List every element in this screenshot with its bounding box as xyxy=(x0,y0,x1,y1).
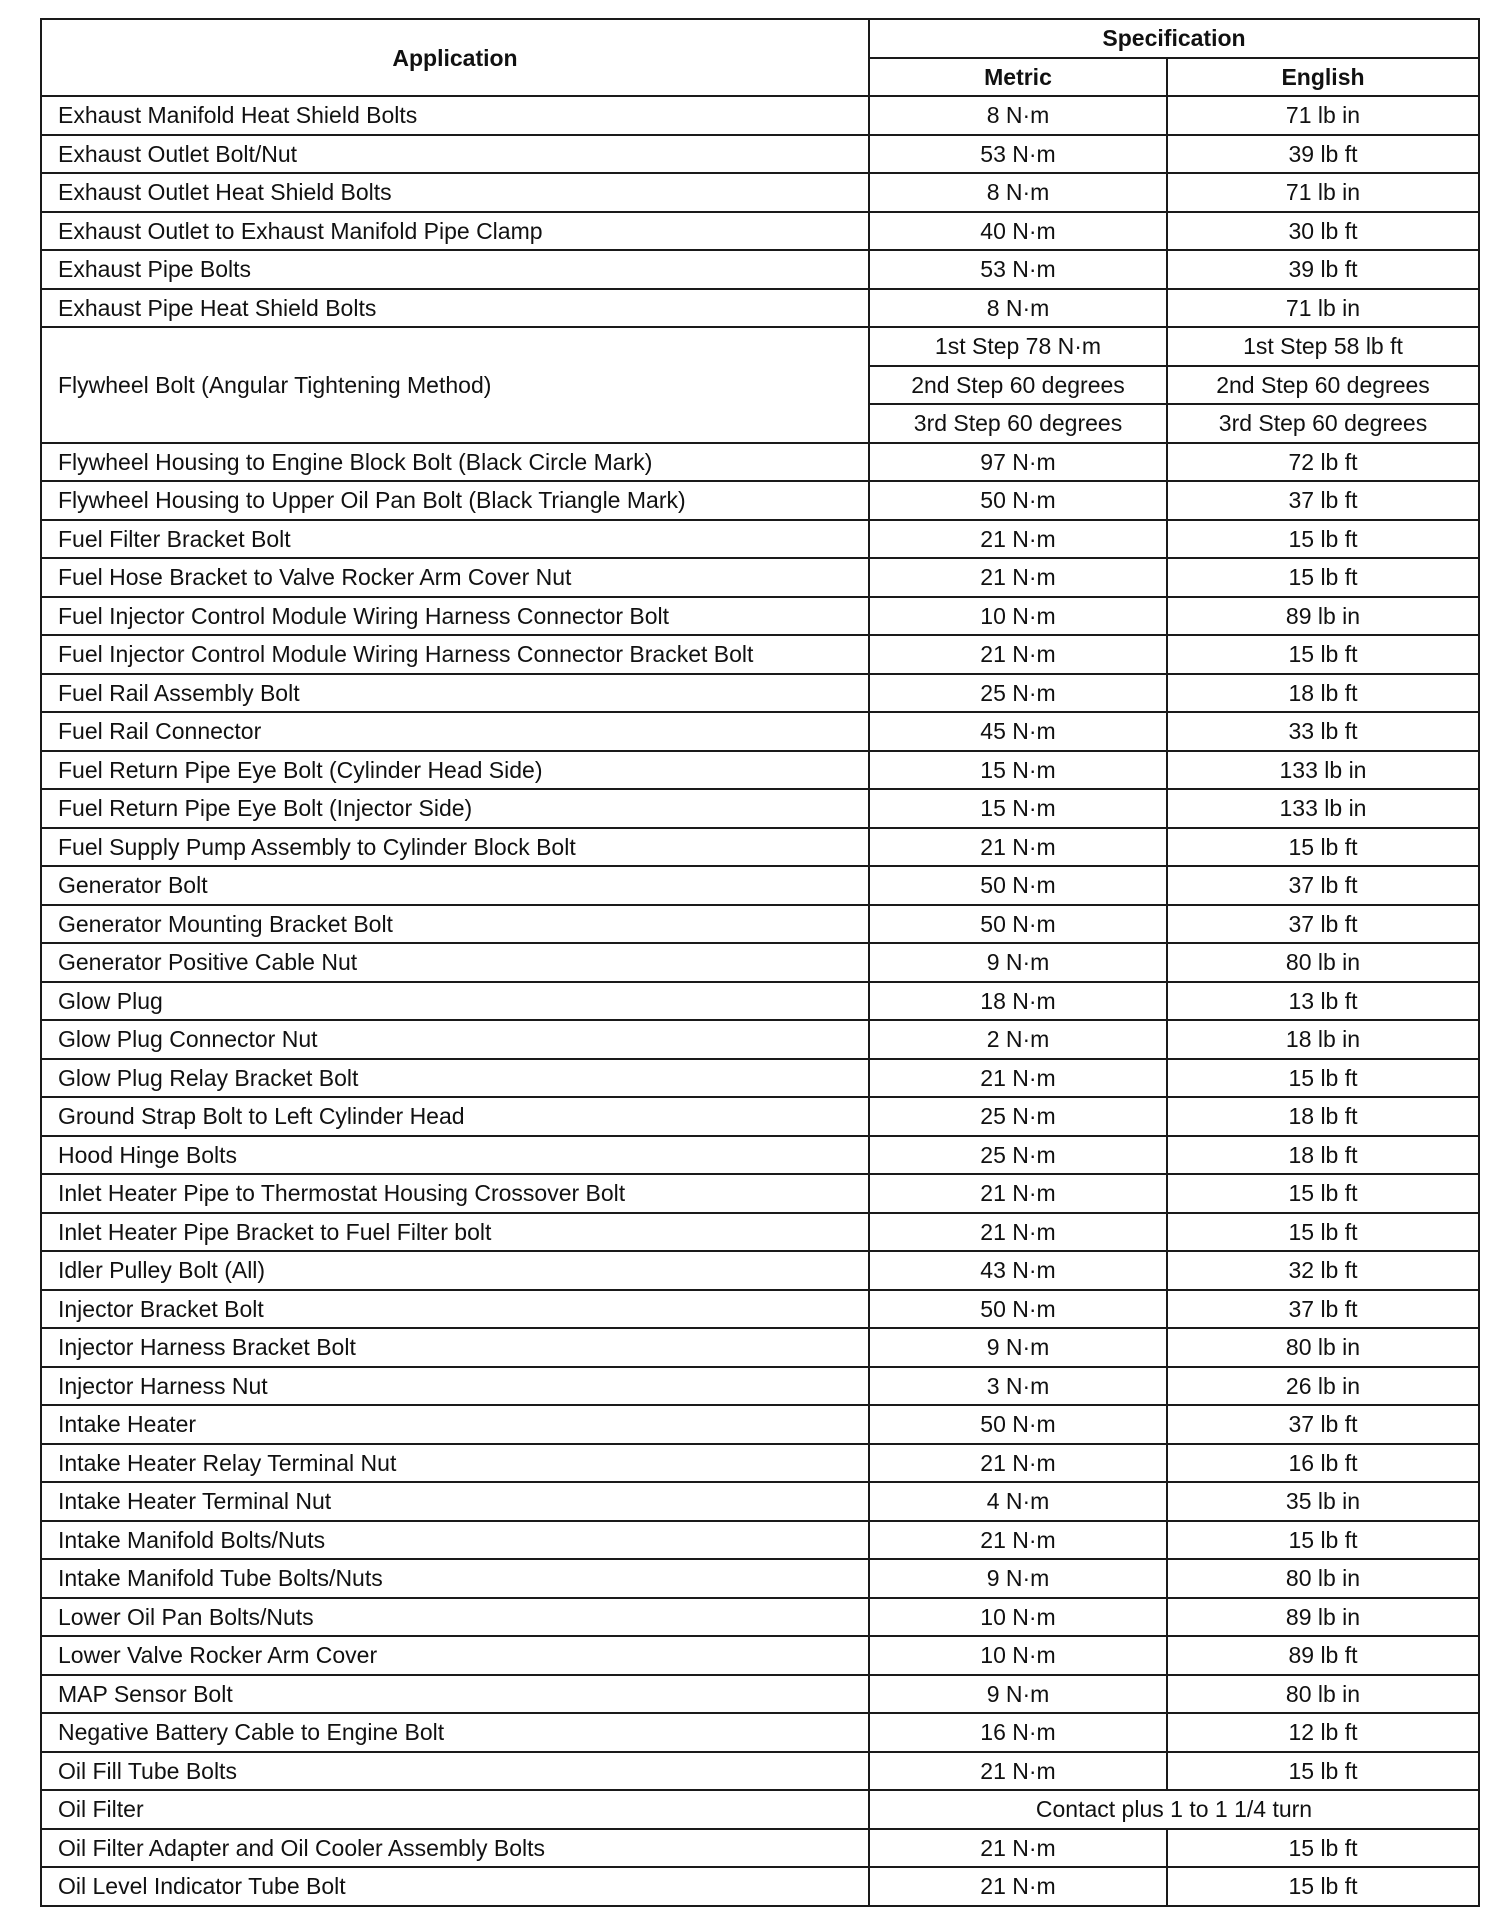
table-row xyxy=(41,1675,1479,1714)
table-row xyxy=(41,1636,1479,1675)
english-cell: 15 lb ft xyxy=(1167,1213,1479,1252)
metric-cell: 15 N·m xyxy=(869,751,1167,790)
english-cell: 16 lb ft xyxy=(1167,1444,1479,1483)
application-cell: Exhaust Outlet Heat Shield Bolts xyxy=(41,173,869,212)
table-row xyxy=(41,674,1479,713)
header-english: English xyxy=(1167,58,1479,97)
table-row xyxy=(41,1405,1479,1444)
table-row xyxy=(41,1290,1479,1329)
table-row xyxy=(41,558,1479,597)
application-cell: Generator Positive Cable Nut xyxy=(41,943,869,982)
application-cell: Generator Bolt xyxy=(41,866,869,905)
header-row-1 xyxy=(41,19,1479,58)
table-row xyxy=(41,443,1479,482)
header-application: Application xyxy=(41,19,869,96)
table-row xyxy=(41,1367,1479,1406)
merged-spec-cell: Contact plus 1 to 1 1/4 turn xyxy=(869,1790,1479,1829)
english-cell: 2nd Step 60 degrees xyxy=(1167,366,1479,405)
table-body xyxy=(41,96,1479,1906)
application-cell: Fuel Rail Connector xyxy=(41,712,869,751)
metric-cell: 9 N·m xyxy=(869,1675,1167,1714)
english-cell: 32 lb ft xyxy=(1167,1251,1479,1290)
english-cell: 37 lb ft xyxy=(1167,1290,1479,1329)
metric-cell: 4 N·m xyxy=(869,1482,1167,1521)
english-cell: 39 lb ft xyxy=(1167,250,1479,289)
english-cell: 71 lb in xyxy=(1167,289,1479,328)
table-row-flywheel-step xyxy=(41,327,1479,366)
table-row xyxy=(41,1482,1479,1521)
metric-cell: 40 N·m xyxy=(869,212,1167,251)
metric-cell: 21 N·m xyxy=(869,1829,1167,1868)
table-row xyxy=(41,635,1479,674)
metric-cell: 9 N·m xyxy=(869,1559,1167,1598)
table-row xyxy=(41,943,1479,982)
table-row xyxy=(41,520,1479,559)
application-cell: Ground Strap Bolt to Left Cylinder Head xyxy=(41,1097,869,1136)
table-row xyxy=(41,1752,1479,1791)
metric-cell: 50 N·m xyxy=(869,866,1167,905)
table-row xyxy=(41,789,1479,828)
table-row xyxy=(41,1444,1479,1483)
metric-cell: 21 N·m xyxy=(869,828,1167,867)
metric-cell: 21 N·m xyxy=(869,1752,1167,1791)
application-cell: Oil Filter xyxy=(41,1790,869,1829)
english-cell: 133 lb in xyxy=(1167,789,1479,828)
application-cell: Flywheel Housing to Engine Block Bolt (Black Circle Mark) xyxy=(41,443,869,482)
metric-cell: 21 N·m xyxy=(869,1174,1167,1213)
english-cell: 18 lb in xyxy=(1167,1020,1479,1059)
table-row xyxy=(41,212,1479,251)
metric-cell: 9 N·m xyxy=(869,1328,1167,1367)
metric-cell: 21 N·m xyxy=(869,520,1167,559)
metric-cell: 8 N·m xyxy=(869,173,1167,212)
header-metric: Metric xyxy=(869,58,1167,97)
metric-cell: 10 N·m xyxy=(869,1598,1167,1637)
metric-cell: 9 N·m xyxy=(869,943,1167,982)
table-row xyxy=(41,289,1479,328)
table-row xyxy=(41,1521,1479,1560)
english-cell: 71 lb in xyxy=(1167,173,1479,212)
application-cell: Lower Oil Pan Bolts/Nuts xyxy=(41,1598,869,1637)
english-cell: 15 lb ft xyxy=(1167,558,1479,597)
table-row xyxy=(41,1251,1479,1290)
torque-spec-sheet xyxy=(40,18,1478,1907)
metric-cell: 21 N·m xyxy=(869,635,1167,674)
english-cell: 26 lb in xyxy=(1167,1367,1479,1406)
table-row xyxy=(41,828,1479,867)
metric-cell: 21 N·m xyxy=(869,1213,1167,1252)
metric-cell: 2 N·m xyxy=(869,1020,1167,1059)
metric-cell: 10 N·m xyxy=(869,597,1167,636)
metric-cell: 2nd Step 60 degrees xyxy=(869,366,1167,405)
metric-cell: 3 N·m xyxy=(869,1367,1167,1406)
table-row xyxy=(41,1829,1479,1868)
english-cell: 133 lb in xyxy=(1167,751,1479,790)
english-cell: 89 lb ft xyxy=(1167,1636,1479,1675)
application-cell: Fuel Hose Bracket to Valve Rocker Arm Cover Nut xyxy=(41,558,869,597)
metric-cell: 1st Step 78 N·m xyxy=(869,327,1167,366)
table-row xyxy=(41,1867,1479,1906)
table-row xyxy=(41,1097,1479,1136)
english-cell: 30 lb ft xyxy=(1167,212,1479,251)
english-cell: 18 lb ft xyxy=(1167,674,1479,713)
english-cell: 80 lb in xyxy=(1167,943,1479,982)
application-cell: Fuel Filter Bracket Bolt xyxy=(41,520,869,559)
metric-cell: 53 N·m xyxy=(869,135,1167,174)
table-row xyxy=(41,1598,1479,1637)
application-cell: Intake Manifold Bolts/Nuts xyxy=(41,1521,869,1560)
metric-cell: 50 N·m xyxy=(869,905,1167,944)
english-cell: 89 lb in xyxy=(1167,1598,1479,1637)
application-cell: Exhaust Pipe Bolts xyxy=(41,250,869,289)
application-cell: Glow Plug Relay Bracket Bolt xyxy=(41,1059,869,1098)
application-cell: Oil Level Indicator Tube Bolt xyxy=(41,1867,869,1906)
english-cell: 15 lb ft xyxy=(1167,1174,1479,1213)
application-cell: Exhaust Outlet Bolt/Nut xyxy=(41,135,869,174)
application-cell: Intake Manifold Tube Bolts/Nuts xyxy=(41,1559,869,1598)
application-cell: Injector Harness Bracket Bolt xyxy=(41,1328,869,1367)
application-cell: Intake Heater Relay Terminal Nut xyxy=(41,1444,869,1483)
metric-cell: 25 N·m xyxy=(869,674,1167,713)
metric-cell: 21 N·m xyxy=(869,1867,1167,1906)
english-cell: 15 lb ft xyxy=(1167,828,1479,867)
application-cell: Injector Bracket Bolt xyxy=(41,1290,869,1329)
english-cell: 33 lb ft xyxy=(1167,712,1479,751)
application-cell: Negative Battery Cable to Engine Bolt xyxy=(41,1713,869,1752)
metric-cell: 45 N·m xyxy=(869,712,1167,751)
english-cell: 15 lb ft xyxy=(1167,1521,1479,1560)
table-row xyxy=(41,1213,1479,1252)
english-cell: 12 lb ft xyxy=(1167,1713,1479,1752)
metric-cell: 50 N·m xyxy=(869,1290,1167,1329)
metric-cell: 10 N·m xyxy=(869,1636,1167,1675)
metric-cell: 25 N·m xyxy=(869,1097,1167,1136)
application-cell: Glow Plug Connector Nut xyxy=(41,1020,869,1059)
metric-cell: 21 N·m xyxy=(869,1444,1167,1483)
metric-cell: 43 N·m xyxy=(869,1251,1167,1290)
english-cell: 37 lb ft xyxy=(1167,866,1479,905)
english-cell: 15 lb ft xyxy=(1167,1752,1479,1791)
table-row xyxy=(41,1020,1479,1059)
table-row xyxy=(41,866,1479,905)
table-row xyxy=(41,96,1479,135)
metric-cell: 3rd Step 60 degrees xyxy=(869,404,1167,443)
table-row xyxy=(41,982,1479,1021)
english-cell: 37 lb ft xyxy=(1167,1405,1479,1444)
application-cell: Fuel Return Pipe Eye Bolt (Cylinder Head Side) xyxy=(41,751,869,790)
english-cell: 18 lb ft xyxy=(1167,1136,1479,1175)
torque-spec-table xyxy=(40,18,1480,1907)
english-cell: 13 lb ft xyxy=(1167,982,1479,1021)
english-cell: 3rd Step 60 degrees xyxy=(1167,404,1479,443)
metric-cell: 25 N·m xyxy=(869,1136,1167,1175)
table-row xyxy=(41,1174,1479,1213)
metric-cell: 50 N·m xyxy=(869,1405,1167,1444)
metric-cell: 21 N·m xyxy=(869,1059,1167,1098)
application-cell: Generator Mounting Bracket Bolt xyxy=(41,905,869,944)
english-cell: 15 lb ft xyxy=(1167,1059,1479,1098)
english-cell: 89 lb in xyxy=(1167,597,1479,636)
english-cell: 15 lb ft xyxy=(1167,635,1479,674)
english-cell: 80 lb in xyxy=(1167,1328,1479,1367)
application-cell: Fuel Return Pipe Eye Bolt (Injector Side) xyxy=(41,789,869,828)
table-row xyxy=(41,135,1479,174)
application-cell: Oil Filter Adapter and Oil Cooler Assembly Bolts xyxy=(41,1829,869,1868)
english-cell: 15 lb ft xyxy=(1167,520,1479,559)
application-cell: Fuel Injector Control Module Wiring Harness Connector Bolt xyxy=(41,597,869,636)
table-row xyxy=(41,1713,1479,1752)
application-cell: MAP Sensor Bolt xyxy=(41,1675,869,1714)
application-cell: Lower Valve Rocker Arm Cover xyxy=(41,1636,869,1675)
application-cell: Exhaust Manifold Heat Shield Bolts xyxy=(41,96,869,135)
metric-cell: 21 N·m xyxy=(869,558,1167,597)
english-cell: 1st Step 58 lb ft xyxy=(1167,327,1479,366)
metric-cell: 15 N·m xyxy=(869,789,1167,828)
application-cell: Flywheel Bolt (Angular Tightening Method) xyxy=(41,327,869,443)
table-row xyxy=(41,712,1479,751)
application-cell: Injector Harness Nut xyxy=(41,1367,869,1406)
metric-cell: 53 N·m xyxy=(869,250,1167,289)
metric-cell: 18 N·m xyxy=(869,982,1167,1021)
application-cell: Intake Heater xyxy=(41,1405,869,1444)
english-cell: 80 lb in xyxy=(1167,1559,1479,1598)
english-cell: 18 lb ft xyxy=(1167,1097,1479,1136)
english-cell: 80 lb in xyxy=(1167,1675,1479,1714)
table-row xyxy=(41,751,1479,790)
table-row xyxy=(41,1059,1479,1098)
application-cell: Inlet Heater Pipe to Thermostat Housing Crossover Bolt xyxy=(41,1174,869,1213)
application-cell: Exhaust Outlet to Exhaust Manifold Pipe Clamp xyxy=(41,212,869,251)
english-cell: 35 lb in xyxy=(1167,1482,1479,1521)
english-cell: 39 lb ft xyxy=(1167,135,1479,174)
application-cell: Exhaust Pipe Heat Shield Bolts xyxy=(41,289,869,328)
application-cell: Fuel Rail Assembly Bolt xyxy=(41,674,869,713)
english-cell: 37 lb ft xyxy=(1167,905,1479,944)
application-cell: Glow Plug xyxy=(41,982,869,1021)
metric-cell: 16 N·m xyxy=(869,1713,1167,1752)
application-cell: Fuel Injector Control Module Wiring Harness Connector Bracket Bolt xyxy=(41,635,869,674)
table-row xyxy=(41,173,1479,212)
metric-cell: 21 N·m xyxy=(869,1521,1167,1560)
application-cell: Fuel Supply Pump Assembly to Cylinder Block Bolt xyxy=(41,828,869,867)
metric-cell: 50 N·m xyxy=(869,481,1167,520)
table-row-oil-filter xyxy=(41,1790,1479,1829)
application-cell: Oil Fill Tube Bolts xyxy=(41,1752,869,1791)
table-row xyxy=(41,597,1479,636)
english-cell: 37 lb ft xyxy=(1167,481,1479,520)
metric-cell: 8 N·m xyxy=(869,289,1167,328)
table-row xyxy=(41,250,1479,289)
table-row xyxy=(41,1559,1479,1598)
metric-cell: 8 N·m xyxy=(869,96,1167,135)
metric-cell: 97 N·m xyxy=(869,443,1167,482)
application-cell: Flywheel Housing to Upper Oil Pan Bolt (Black Triangle Mark) xyxy=(41,481,869,520)
application-cell: Hood Hinge Bolts xyxy=(41,1136,869,1175)
table-row xyxy=(41,1136,1479,1175)
application-cell: Idler Pulley Bolt (All) xyxy=(41,1251,869,1290)
table-row xyxy=(41,481,1479,520)
header-specification: Specification xyxy=(869,19,1479,58)
table-row xyxy=(41,905,1479,944)
english-cell: 15 lb ft xyxy=(1167,1829,1479,1868)
application-cell: Inlet Heater Pipe Bracket to Fuel Filter bolt xyxy=(41,1213,869,1252)
english-cell: 15 lb ft xyxy=(1167,1867,1479,1906)
application-cell: Intake Heater Terminal Nut xyxy=(41,1482,869,1521)
english-cell: 72 lb ft xyxy=(1167,443,1479,482)
english-cell: 71 lb in xyxy=(1167,96,1479,135)
table-row xyxy=(41,1328,1479,1367)
